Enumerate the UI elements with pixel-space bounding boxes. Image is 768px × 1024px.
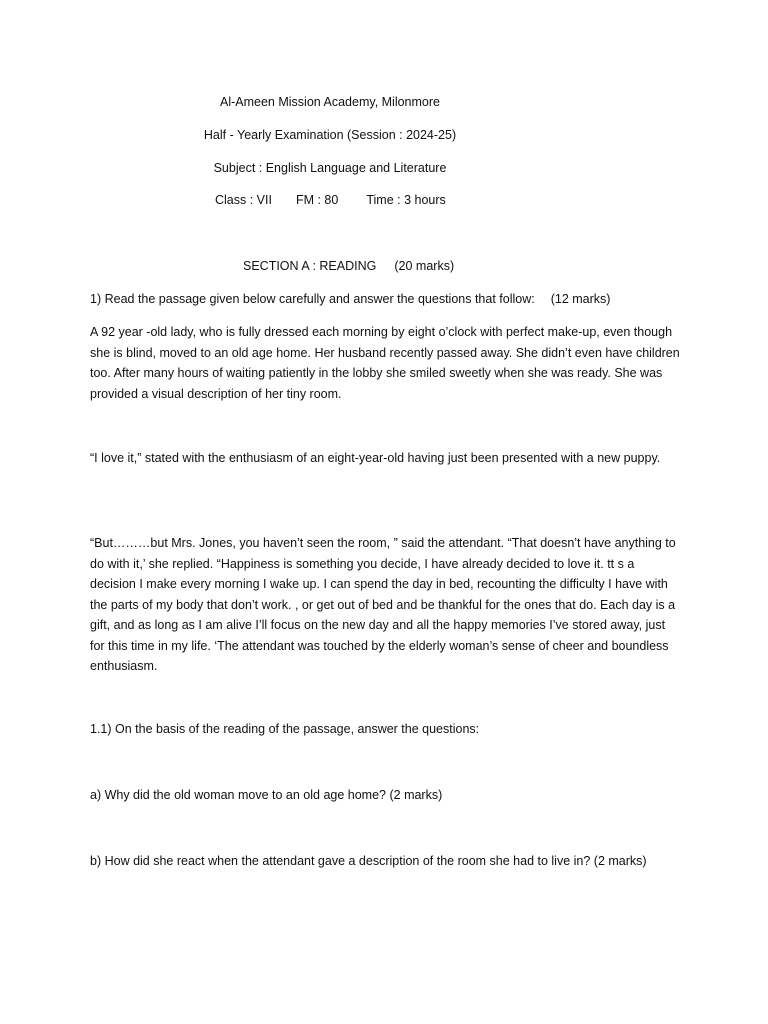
- section-heading: [243, 258, 454, 274]
- section-marks: (20 marks): [394, 259, 455, 273]
- time-label: Time : 3 hours: [366, 193, 446, 207]
- subquestion-intro: 1.1) On the basis of the reading of the passage, answer the questions:: [90, 722, 480, 736]
- passage-paragraph-1: A 92 year -old lady, who is fully dressed each morning by eight o’clock with perfect make-up, even though she is blind, moved to an old age home. Her husband recently passed away. She didn’t even have children too. After many hours of waiting patiently in the lobby she smiled sweetly when she was ready. She was provided a visual description of her tiny room.: [90, 325, 680, 401]
- full-marks-label: FM : 80: [295, 193, 339, 207]
- passage-paragraph-2: “I love it,” stated with the enthusiasm of an eight-year-old having just been presented with a new puppy.: [90, 451, 661, 465]
- question-1-marks: (12 marks): [550, 292, 611, 306]
- class-label: Class : VII: [215, 193, 272, 207]
- question-b: b) How did she react when the attendant gave a description of the room she had to live in? (2 marks): [90, 854, 647, 868]
- subject-line: Subject : English Language and Literature: [213, 161, 447, 175]
- question-a: a) Why did the old woman move to an old age home? (2 marks): [90, 788, 443, 802]
- class-info: [215, 192, 446, 208]
- question-1-instruction: [90, 291, 610, 307]
- school-name: Al-Ameen Mission Academy, Milonmore: [220, 95, 440, 109]
- exam-title: Half - Yearly Examination (Session : 2024-25): [203, 128, 457, 142]
- question-1-text: 1) Read the passage given below carefully and answer the questions that follow:: [90, 292, 535, 306]
- section-title: SECTION A : READING: [243, 259, 377, 273]
- passage-paragraph-3: “But………but Mrs. Jones, you haven’t seen the room, ” said the attendant. “That doesn’t have anything to do with it,’ she replied. “Happiness is something you decide, I have already decided to love it. tt s a decision I make every morning I wake up. I can spend the day in bed, recounting the difficulty I have with the parts of my body that don’t work. , or get out of bed and be thankful for the ones that do. Each day is a gift, and as long as I am alive I’ll focus on the new day and all the happy memories I’ve stored away, just for this time in my life. ‘The attendant was touched by the elderly woman’s sense of cheer and boundless enthusiasm.: [90, 536, 676, 673]
